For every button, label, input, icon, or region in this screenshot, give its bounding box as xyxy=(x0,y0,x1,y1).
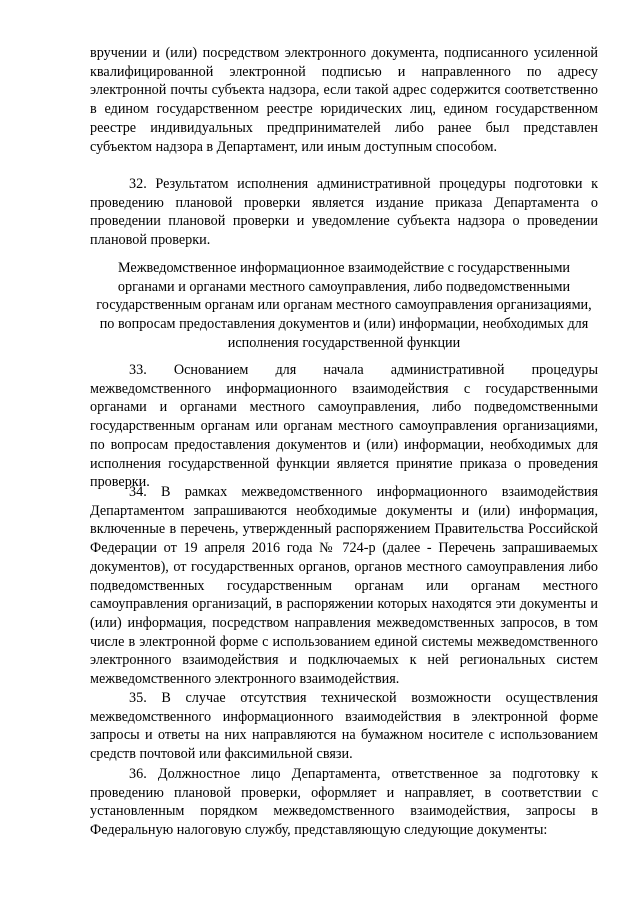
paragraph-33: 33. Основанием для начала административной процедуры межведомственного информационного взаимодействия с государственными органами и органами местного самоуправления, либо подведомственными государственным органам или органам местного самоуправления организациями, по вопросам предоставления документов и (или) информации, необходимых для исполнения государственной функции является принятие приказа о проведения проверки. xyxy=(90,362,598,491)
paragraph-35: 35. В случае отсутствия технической возможности осуществления межведомственного информационного взаимодействия в электронной форме запросы и ответы на них направляются на бумажном носителе с использованием средств почтовой или факсимильной связи. xyxy=(90,690,598,763)
section-heading: Межведомственное информационное взаимодействие с государственными органами и органами местного самоуправления, либо подведомственными государственным органам или органам местного самоуправления организациями, по вопросам предоставления документов и (или) информации, необходимых для исполнения государственной функции xyxy=(96,260,592,351)
paragraph-32: 32. Результатом исполнения административной процедуры подготовки к проведению плановой проверки является издание приказа Департамента о проведении плановой проверки и уведомление субъекта надзора о проведении плановой проверки. xyxy=(90,176,598,249)
paragraph-34: 34. В рамках межведомственного информационного взаимодействия Департаментом запрашиваются необходимые документы и (или) информация, включенные в перечень, утвержденный распоряжением Правительства Российской Федерации от 19 апреля 2016 года № 724-р (далее - Перечень запрашиваемых документов), от государственных органов, органов местного самоуправления либо подведомственных государственным органам или органам местного самоуправления организаций, в распоряжении которых находятся эти документы и (или) информация, посредством направления межведомственных запросов, в том числе в электронной форме с использованием единой системы межведомственного электронного взаимодействия и подключаемых к ней региональных систем межведомственного электронного взаимодействия. xyxy=(90,484,598,688)
paragraph-36: 36. Должностное лицо Департамента, ответственное за подготовку к проведению плановой проверки, оформляет и направляет, в соответствии с установленным порядком межведомственного взаимодействия, запросы в Федеральную налоговую службу, представляющую следующие документы: xyxy=(90,766,598,839)
paragraph-continuation: вручении и (или) посредством электронного документа, подписанного усиленной квалифицированной электронной подписью и направленного по адресу электронной почты субъекта надзора, если такой адрес содержится соответственно в едином государственном реестре юридических лиц, едином государственном реестре индивидуальных предпринимателей либо ранее был представлен субъектом надзора в Департамент, или иным доступным способом. xyxy=(90,45,598,155)
